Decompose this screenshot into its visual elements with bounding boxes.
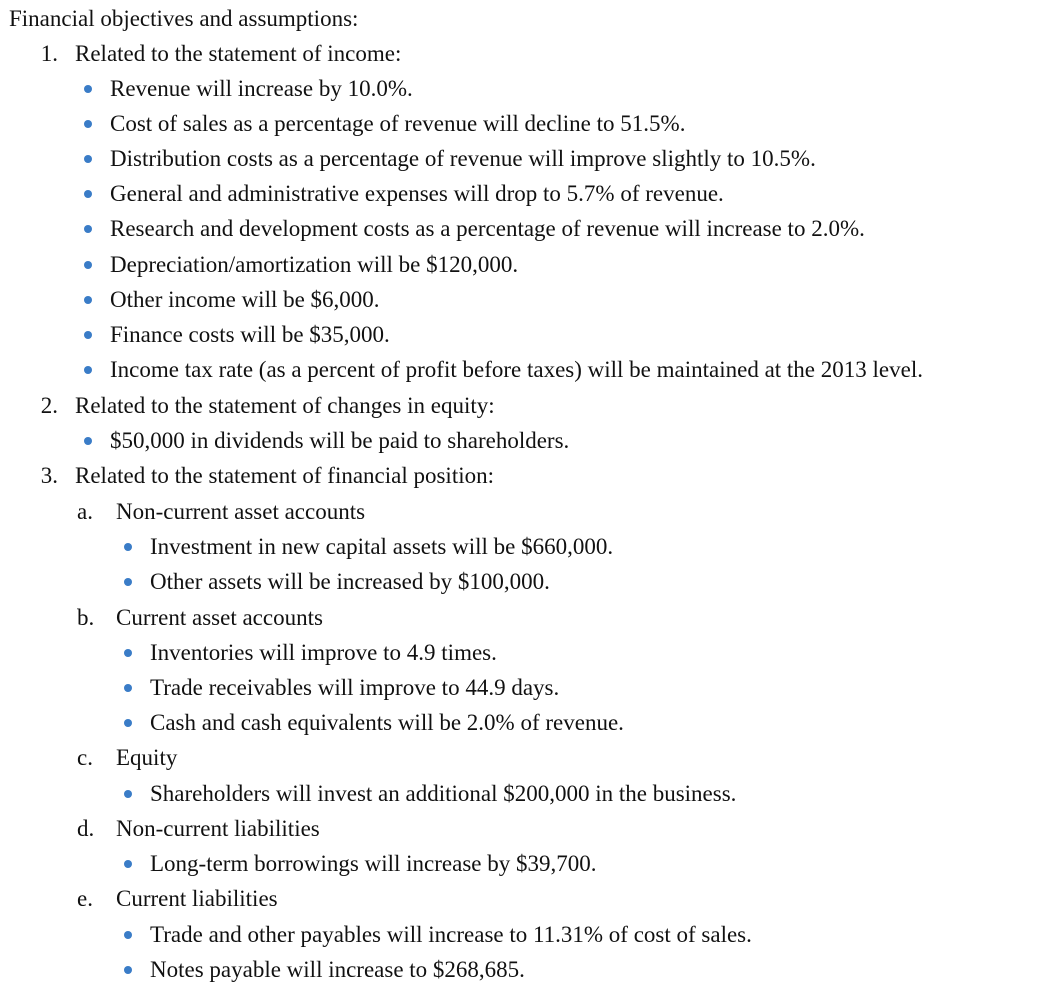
bullet-icon <box>84 225 92 233</box>
bullet-icon <box>124 578 132 586</box>
list-item: Finance costs will be $35,000. <box>110 322 390 347</box>
subsection-a-title: Non-current asset accounts <box>116 499 366 524</box>
list-item: Other assets will be increased by $100,000. <box>150 569 550 594</box>
bullet-icon <box>124 790 132 798</box>
list-item: $50,000 in dividends will be paid to shareholders. <box>110 428 570 453</box>
subsection-b-letter: b. <box>77 605 95 630</box>
bullet-icon <box>124 860 132 868</box>
list-item: General and administrative expenses will drop to 5.7% of revenue. <box>110 181 724 206</box>
list-item: Income tax rate (as a percent of profit before taxes) will be maintained at the 2013 level. <box>110 357 923 382</box>
section-3-title: Related to the statement of financial position: <box>75 463 494 488</box>
section-2-title: Related to the statement of changes in equity: <box>75 393 495 418</box>
list-item: Long-term borrowings will increase by $39,700. <box>150 851 597 876</box>
bullet-icon <box>84 331 92 339</box>
section-3-number: 3. <box>40 463 58 488</box>
list-item: Other income will be $6,000. <box>110 287 380 312</box>
bullet-icon <box>84 437 92 445</box>
subsection-d-title: Non-current liabilities <box>116 816 320 841</box>
list-item: Notes payable will increase to $268,685. <box>150 957 525 982</box>
bullet-icon <box>84 155 92 163</box>
list-item: Trade receivables will improve to 44.9 days. <box>150 675 560 700</box>
section-1-title: Related to the statement of income: <box>75 41 402 66</box>
list-item: Investment in new capital assets will be $660,000. <box>150 534 614 559</box>
list-item: Cash and cash equivalents will be 2.0% of revenue. <box>150 710 624 735</box>
subsection-c-letter: c. <box>77 745 93 770</box>
bullet-icon <box>124 931 132 939</box>
list-item: Revenue will increase by 10.0%. <box>110 76 413 101</box>
section-2-number: 2. <box>40 393 58 418</box>
subsection-c-title: Equity <box>116 745 178 770</box>
subsection-a-letter: a. <box>77 499 93 524</box>
bullet-icon <box>124 966 132 974</box>
bullet-icon <box>84 366 92 374</box>
bullet-icon <box>124 649 132 657</box>
subsection-e-title: Current liabilities <box>116 886 278 911</box>
subsection-b-title: Current asset accounts <box>116 605 323 630</box>
bullet-icon <box>84 120 92 128</box>
bullet-icon <box>84 296 92 304</box>
list-item: Cost of sales as a percentage of revenue will decline to 51.5%. <box>110 111 686 136</box>
subsection-e-letter: e. <box>77 886 93 911</box>
bullet-icon <box>84 190 92 198</box>
list-item: Research and development costs as a percentage of revenue will increase to 2.0%. <box>110 216 865 241</box>
subsection-d-letter: d. <box>77 816 95 841</box>
list-item: Depreciation/amortization will be $120,000. <box>110 252 519 277</box>
bullet-icon <box>124 719 132 727</box>
list-item: Distribution costs as a percentage of revenue will improve slightly to 10.5%. <box>110 146 816 171</box>
bullet-icon <box>124 543 132 551</box>
bullet-icon <box>84 261 92 269</box>
bullet-icon <box>84 85 92 93</box>
document-heading: Financial objectives and assumptions: <box>9 6 359 31</box>
list-item: Trade and other payables will increase to 11.31% of cost of sales. <box>150 922 752 947</box>
bullet-icon <box>124 684 132 692</box>
section-1-number: 1. <box>40 41 58 66</box>
list-item: Inventories will improve to 4.9 times. <box>150 640 497 665</box>
list-item: Shareholders will invest an additional $200,000 in the business. <box>150 781 737 806</box>
